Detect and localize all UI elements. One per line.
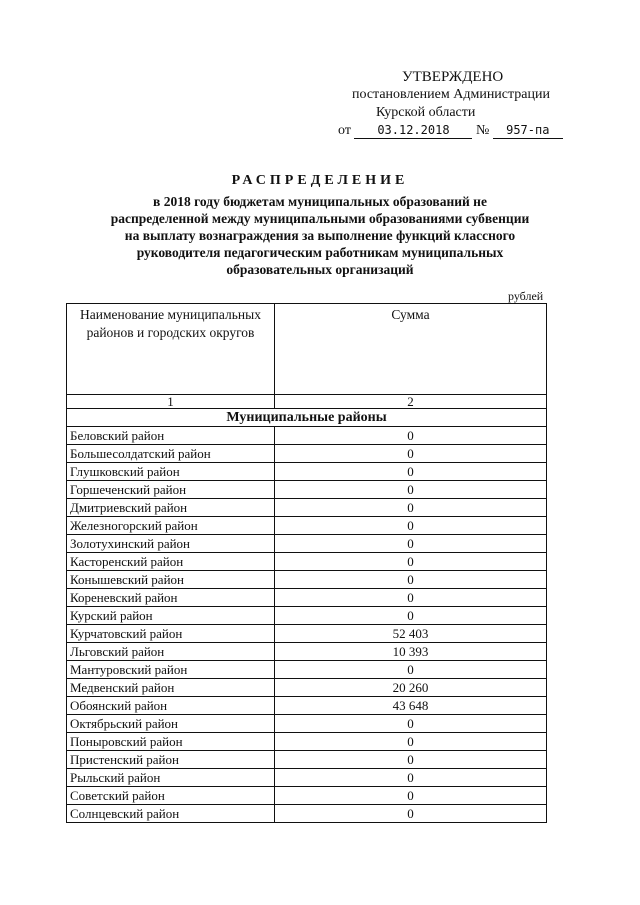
subtitle-line: распределенной между муниципальными образованиями субвенции <box>110 211 530 226</box>
section-row <box>67 409 547 427</box>
district-sum: 0 <box>275 751 547 769</box>
district-name: Курчатовский район <box>67 625 275 643</box>
district-sum: 0 <box>275 463 547 481</box>
column-number-row <box>67 395 547 409</box>
subtitle-line: на выплату вознаграждения за выполнение функций классного <box>124 228 516 243</box>
section-title: Муниципальные районы <box>67 409 547 427</box>
district-name: Дмитриевский район <box>67 499 275 517</box>
district-sum: 10 393 <box>275 643 547 661</box>
district-name: Рыльский район <box>67 769 275 787</box>
approved-by: постановлением Администрации <box>352 87 550 102</box>
district-sum: 0 <box>275 661 547 679</box>
district-sum: 0 <box>275 769 547 787</box>
header-sum-column: Сумма <box>275 304 547 395</box>
district-name: Мантуровский район <box>67 661 275 679</box>
column-number-1: 1 <box>67 395 275 409</box>
table-row <box>67 499 547 517</box>
district-sum: 0 <box>275 733 547 751</box>
number-prefix: № <box>475 123 490 138</box>
district-sum: 0 <box>275 445 547 463</box>
district-name: Советский район <box>67 787 275 805</box>
district-name: Пристенский район <box>67 751 275 769</box>
district-name: Курский район <box>67 607 275 625</box>
approval-stamp <box>330 68 580 140</box>
table-row <box>67 625 547 643</box>
table-row <box>67 643 547 661</box>
district-name: Октябрьский район <box>67 715 275 733</box>
district-sum: 0 <box>275 589 547 607</box>
table-row <box>67 769 547 787</box>
approval-date: 03.12.2018 <box>354 123 472 139</box>
approved-label: УТВЕРЖДЕНО <box>402 69 504 85</box>
table-row <box>67 733 547 751</box>
district-sum: 0 <box>275 553 547 571</box>
district-name: Обоянский район <box>67 697 275 715</box>
district-name: Солнцевский район <box>67 805 275 823</box>
district-name: Медвенский район <box>67 679 275 697</box>
table-row <box>67 427 547 445</box>
table-row <box>67 787 547 805</box>
district-sum: 0 <box>275 571 547 589</box>
column-number-2: 2 <box>275 395 547 409</box>
subtitle-line: руководителя педагогическим работникам муниципальных <box>136 245 504 260</box>
district-sum: 0 <box>275 481 547 499</box>
document-subtitle <box>60 193 580 278</box>
district-sum: 0 <box>275 535 547 553</box>
subtitle-line: в 2018 году бюджетам муниципальных образований не <box>153 194 487 209</box>
table-row <box>67 805 547 823</box>
district-name: Касторенский район <box>67 553 275 571</box>
table-row <box>67 589 547 607</box>
district-name: Железногорский район <box>67 517 275 535</box>
table-row <box>67 571 547 589</box>
district-sum: 0 <box>275 499 547 517</box>
table-row <box>67 697 547 715</box>
table-row <box>67 535 547 553</box>
district-name: Поныровский район <box>67 733 275 751</box>
district-sum: 20 260 <box>275 679 547 697</box>
table-row <box>67 481 547 499</box>
date-prefix: от <box>338 123 351 138</box>
district-sum: 0 <box>275 787 547 805</box>
district-name: Глушковский район <box>67 463 275 481</box>
table-row <box>67 607 547 625</box>
district-name: Большесолдатский район <box>67 445 275 463</box>
approved-region: Курской области <box>376 105 476 120</box>
district-name: Льговский район <box>67 643 275 661</box>
district-name: Горшеченский район <box>67 481 275 499</box>
district-name: Беловский район <box>67 427 275 445</box>
table-row <box>67 553 547 571</box>
table-row <box>67 517 547 535</box>
approval-date-line <box>330 122 580 140</box>
header-name-column: Наименование муниципальных районов и городских округов <box>67 304 275 395</box>
district-sum: 43 648 <box>275 697 547 715</box>
table-row <box>67 715 547 733</box>
table-row <box>67 661 547 679</box>
table-header-row <box>67 304 547 395</box>
district-name: Золотухинский район <box>67 535 275 553</box>
table-row <box>67 463 547 481</box>
document-title-block <box>60 173 580 278</box>
subtitle-line: образовательных организаций <box>226 262 414 277</box>
table-row <box>67 751 547 769</box>
district-sum: 0 <box>275 805 547 823</box>
district-sum: 52 403 <box>275 625 547 643</box>
approval-number: 957-па <box>493 123 563 139</box>
table-row <box>67 679 547 697</box>
distribution-table <box>66 303 547 823</box>
district-sum: 0 <box>275 427 547 445</box>
document-title: РАСПРЕДЕЛЕНИЕ <box>231 173 409 188</box>
district-sum: 0 <box>275 517 547 535</box>
district-sum: 0 <box>275 607 547 625</box>
district-name: Кореневский район <box>67 589 275 607</box>
unit-label: рублей <box>508 289 544 303</box>
district-sum: 0 <box>275 715 547 733</box>
table-row <box>67 445 547 463</box>
district-name: Конышевский район <box>67 571 275 589</box>
